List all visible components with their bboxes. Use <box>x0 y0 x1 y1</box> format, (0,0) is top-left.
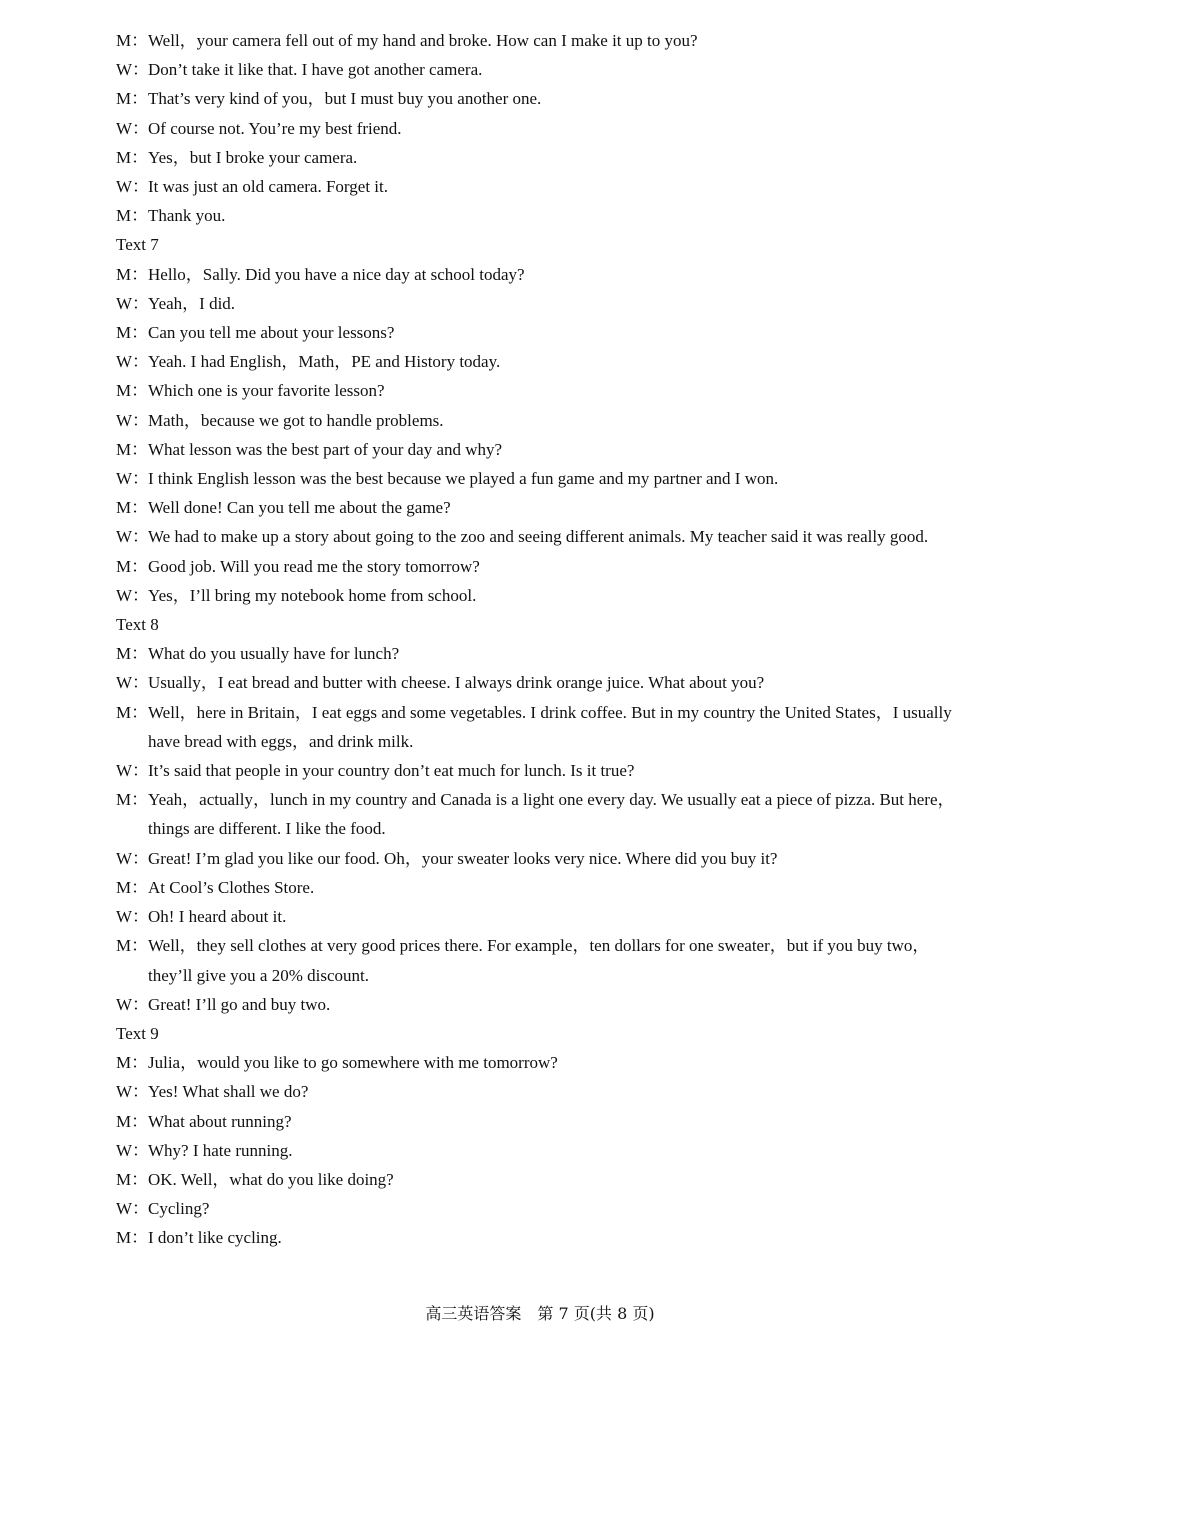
dialogue-line <box>116 639 966 668</box>
dialogue-text: Yeah. I had English，Math，PE and History today. <box>148 352 501 372</box>
dialogue-line <box>116 931 966 989</box>
dialogue-text: Can you tell me about your lessons? <box>148 323 395 343</box>
dialogue-text: Which one is your favorite lesson? <box>148 381 385 401</box>
dialogue-line <box>116 84 966 113</box>
dialogue-text: Yes，but I broke your camera. <box>148 147 358 167</box>
dialogue-text: What do you usually have for lunch? <box>148 644 400 664</box>
dialogue-text: Usually，I eat bread and butter with cheese. I always drink orange juice. What about you? <box>148 673 765 693</box>
dialogue-line <box>116 26 966 55</box>
speaker-label: M： <box>116 556 149 576</box>
dialogue-line <box>116 552 966 581</box>
speaker-label: M： <box>116 936 149 956</box>
dialogue-line <box>116 172 966 201</box>
section-heading: Text 8 <box>116 615 159 635</box>
dialogue-line <box>116 493 966 522</box>
dialogue-text: Don’t take it like that. I have got another camera. <box>148 60 483 80</box>
dialogue-line <box>116 406 966 435</box>
dialogue-text: I think English lesson was the best because we played a fun game and my partner and I won. <box>148 469 779 489</box>
dialogue-line <box>116 522 966 551</box>
dialogue-text: Cycling? <box>148 1199 210 1219</box>
speaker-label: M： <box>116 147 149 167</box>
speaker-label: M： <box>116 498 149 518</box>
page-footer: 高三英语答案 第 7 页(共 8 页) <box>425 1304 655 1323</box>
dialogue-text: Of course not. You’re my best friend. <box>148 118 402 138</box>
dialogue-text: We had to make up a story about going to the zoo and seeing different animals. My teacher said it was really good. <box>148 527 929 547</box>
dialogue-line <box>116 464 966 493</box>
speaker-label: W： <box>116 761 150 781</box>
speaker-label: W： <box>116 60 150 80</box>
dialogue-line <box>116 1077 966 1106</box>
dialogue-text: Well，your camera fell out of my hand and broke. How can I make it up to you? <box>148 31 698 50</box>
dialogue-text: At Cool’s Clothes Store. <box>148 877 315 897</box>
speaker-label: W： <box>116 673 150 693</box>
dialogue-text: Well，they sell clothes at very good prices there. For example，ten dollars for one sweater，but if you buy two，they’ll give you a 20% discount. <box>148 936 930 985</box>
dialogue-line <box>116 260 966 289</box>
dialogue-text: I don’t like cycling. <box>148 1228 282 1248</box>
dialogue-line <box>116 1048 966 1077</box>
speaker-label: W： <box>116 352 150 372</box>
dialogue-line <box>116 1194 966 1223</box>
speaker-label: M： <box>116 206 149 226</box>
speaker-label: W： <box>116 1199 150 1219</box>
speaker-label: W： <box>116 469 150 489</box>
dialogue-line <box>116 1107 966 1136</box>
speaker-label: M： <box>116 1169 149 1189</box>
dialogue-line <box>116 698 966 756</box>
speaker-label: W： <box>116 1082 150 1102</box>
speaker-label: M： <box>116 31 149 50</box>
dialogue-line <box>116 1136 966 1165</box>
section-heading: Text 9 <box>116 1023 159 1043</box>
dialogue-line <box>116 785 966 843</box>
dialogue-line <box>116 201 966 230</box>
speaker-label: W： <box>116 527 150 547</box>
dialogue-text: That’s very kind of you，but I must buy you another one. <box>148 89 542 109</box>
dialogue-text: Oh! I heard about it. <box>148 907 287 927</box>
dialogue-line <box>116 756 966 785</box>
dialogue-line <box>116 990 966 1019</box>
dialogue-line <box>116 289 966 318</box>
dialogue-line <box>116 902 966 931</box>
speaker-label: W： <box>116 585 150 605</box>
speaker-label: M： <box>116 323 149 343</box>
speaker-label: M： <box>116 89 149 109</box>
dialogue-text: It’s said that people in your country don’t eat much for lunch. Is it true? <box>148 761 635 781</box>
speaker-label: M： <box>116 702 149 722</box>
speaker-label: W： <box>116 994 150 1014</box>
speaker-label: W： <box>116 1140 150 1160</box>
speaker-label: M： <box>116 1228 149 1248</box>
dialogue-text: Great! I’ll go and buy two. <box>148 994 331 1014</box>
dialogue-text: OK. Well，what do you like doing? <box>148 1169 394 1189</box>
speaker-label: M： <box>116 644 149 664</box>
speaker-label: M： <box>116 381 149 401</box>
dialogue-line <box>116 55 966 84</box>
dialogue-line <box>116 581 966 610</box>
dialogue-text: What lesson was the best part of your day and why? <box>148 439 503 459</box>
dialogue-text: Well，here in Britain，I eat eggs and some vegetables. I drink coffee. But in my country the United States，I usually have bread with eggs，and drink milk. <box>148 702 952 751</box>
dialogue-text: Yeah，I did. <box>148 293 236 313</box>
dialogue-line <box>116 318 966 347</box>
speaker-label: W： <box>116 848 150 868</box>
dialogue-text: Why? I hate running. <box>148 1140 293 1160</box>
dialogue-line <box>116 376 966 405</box>
dialogue-text: Hello，Sally. Did you have a nice day at school today? <box>148 264 525 284</box>
dialogue-line <box>116 1165 966 1194</box>
dialogue-line <box>116 873 966 902</box>
speaker-label: W： <box>116 177 150 197</box>
dialogue-line <box>116 844 966 873</box>
speaker-label: M： <box>116 877 149 897</box>
dialogue-text: Yes，I’ll bring my notebook home from school. <box>148 585 477 605</box>
speaker-label: W： <box>116 118 150 138</box>
dialogue-line <box>116 668 966 697</box>
speaker-label: W： <box>116 410 150 430</box>
speaker-label: M： <box>116 264 149 284</box>
dialogue-text: It was just an old camera. Forget it. <box>148 177 388 197</box>
dialogue-text: Julia，would you like to go somewhere with me tomorrow? <box>148 1053 558 1073</box>
speaker-label: W： <box>116 293 150 313</box>
section-heading: Text 7 <box>116 235 159 255</box>
dialogue-line <box>116 347 966 376</box>
dialogue-line <box>116 143 966 172</box>
dialogue-text: Yes! What shall we do? <box>148 1082 309 1102</box>
dialogue-text: Math，because we got to handle problems. <box>148 410 444 430</box>
dialogue-text: Yeah，actually，lunch in my country and Canada is a light one every day. We usually eat a piece of pizza. But here，things are different. I like the food. <box>148 790 955 839</box>
speaker-label: M： <box>116 790 149 810</box>
speaker-label: M： <box>116 1053 149 1073</box>
speaker-label: M： <box>116 439 149 459</box>
dialogue-line <box>116 1223 966 1252</box>
transcript <box>116 26 966 1253</box>
speaker-label: W： <box>116 907 150 927</box>
dialogue-line <box>116 114 966 143</box>
dialogue-text: Good job. Will you read me the story tomorrow? <box>148 556 480 576</box>
dialogue-text: Well done! Can you tell me about the game? <box>148 498 451 518</box>
dialogue-text: Thank you. <box>148 206 226 226</box>
speaker-label: M： <box>116 1111 149 1131</box>
dialogue-line <box>116 435 966 464</box>
dialogue-text: What about running? <box>148 1111 292 1131</box>
dialogue-text: Great! I’m glad you like our food. Oh，your sweater looks very nice. Where did you buy it? <box>148 848 778 868</box>
